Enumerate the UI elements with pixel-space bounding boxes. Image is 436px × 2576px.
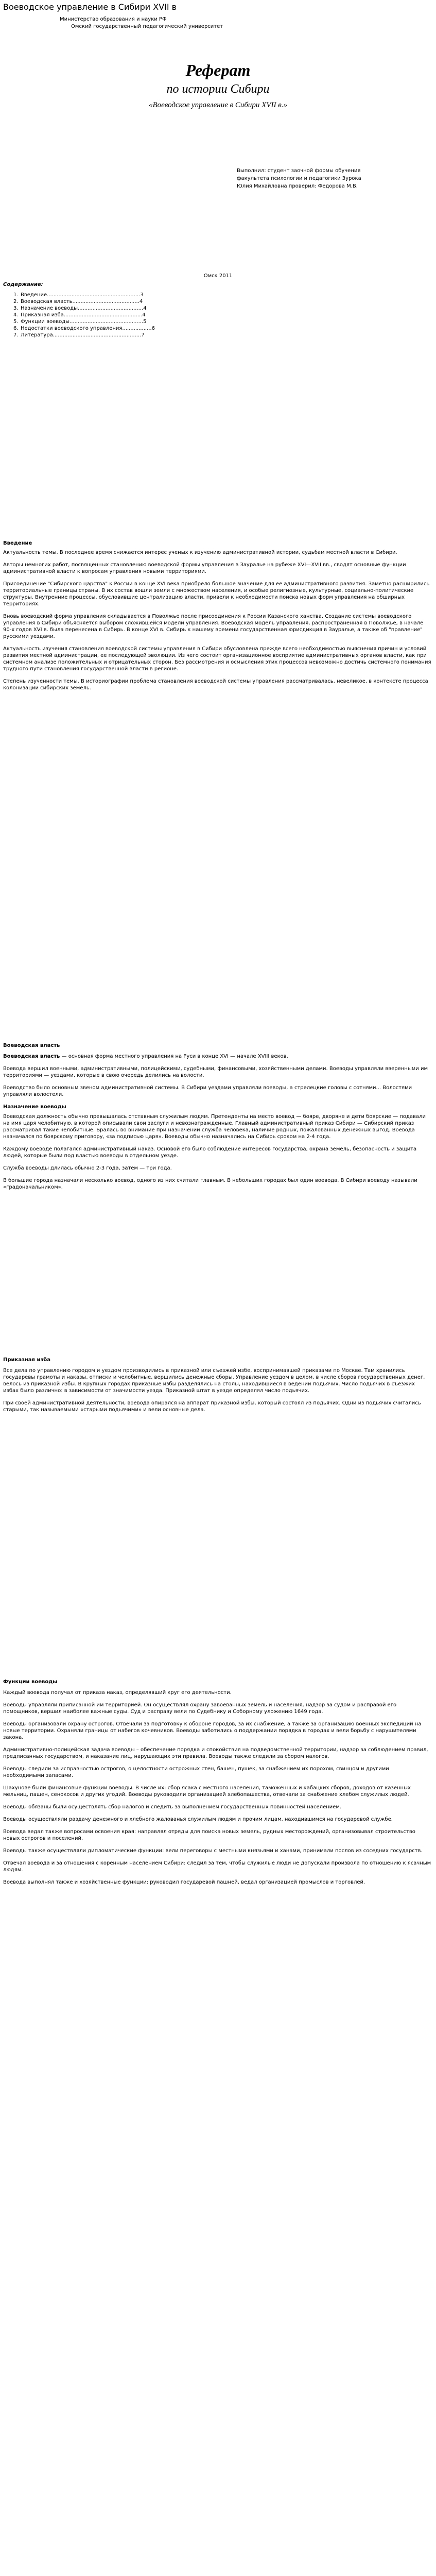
university-line: Омский государственный педагогический университет xyxy=(71,24,223,29)
functions-paragraph: Воеводы следили за исправностью острогов, о целостности острожных стен, башен, пушек, за снабжением их порохом, свинцом и другими необходимыми запасами. xyxy=(3,1766,389,1778)
toc-item[interactable] xyxy=(13,332,155,338)
toc-item[interactable] xyxy=(13,318,155,325)
izba-paragraph: Все дела по управлению городом и уездом производились в приказной или съезжей избе, воспринимавшей приказами по Москве. Там хранились государевы грамоты и наказы, отписки и челобитные, вершились денежные сборы. Управление уездом в целом, в числе сборов государственных денег, велось из приказной избы. В крупных городах приказные избы разделялись на столы, находившиеся в ведении подьячих. Число подьячих в съезжих избах было различно: в зависимости от значимости уезда. Приказной штат в уезде определял число подьячих. xyxy=(3,1368,425,1394)
toc-text: Недостатки воеводского управления..................6 xyxy=(21,326,155,331)
toc-text: Приказная изба................................................4 xyxy=(21,312,146,318)
appointment-paragraph: Служба воеводы длилась обычно 2-3 года, затем — три года. xyxy=(3,1165,172,1171)
functions-paragraph: Воеводы также осуществляли дипломатические функции: вели переговоры с местными князьями и ханами, принимали послов из соседних государств. xyxy=(3,1848,423,1854)
toc-number: 2. xyxy=(13,299,19,304)
functions-section xyxy=(3,1689,431,1891)
toc-number: 1. xyxy=(13,292,19,298)
document-page xyxy=(0,2,436,2576)
essay-subject: по истории Сибири xyxy=(166,82,270,96)
functions-paragraph: Шахунове были финансовые функции воеводы. В числе их: сбор ясака с местного населения, таможенных и кабацких сборов, доходов от казенных мельниц, пашен, сенокосов и других угодий. Воеводы руководили организацией хлебопашества, отвечали за снабжение хлебом служилых людей. xyxy=(3,1785,411,1798)
essay-word: Реферат xyxy=(185,61,251,79)
toc-text: Функции воеводы.............................................5 xyxy=(21,319,147,325)
toc-text: Литература......................................................7 xyxy=(21,332,145,338)
appointment-paragraph: Воеводская должность обычно превышалась отставным служилым людям. Претенденты на место воевод — бояре, дворяне и дети боярские — подавали на имя царя челобитную, в которой описывали свои заслуги и невознагражденные. Главный административный приказ Сибири — Сибирский приказ рассматривал такие челобитные. Бралась во внимание при назначении служба человека, наличие родных, пожалованных денежных выгод. Воевода назначался по боярскому приговору, «за подписью царя». Воеводы обычно назначались на Сибирь сроком на 2-4 года. xyxy=(3,1114,426,1140)
power-paragraph: Воевода вершил военными, административными, полицейскими, судебными, финансовыми, хозяйственными делами. Воеводы управляли вверенными им территориями — уездами, которые в свою очередь делились на волости. xyxy=(3,1066,428,1078)
functions-paragraph: Каждый воевода получал от приказа наказ, определявший круг его деятельности. xyxy=(3,1690,232,1696)
toc-text: Назначение воеводы........................................4 xyxy=(21,306,147,311)
page-title: Воеводское управление в Сибири XVII в xyxy=(3,2,177,12)
functions-paragraph: Воеводы осуществляли раздачу денежного и хлебного жалованья служилым людям и прочим лицам, находившимся на государевой службе. xyxy=(3,1817,393,1822)
author-line: факультета психологии и педагогики 3урока xyxy=(237,176,361,181)
intro-paragraph: Авторы немногих работ, посвященных становлению воеводской формы управления в Зауралье на рубеже XVI—XVII вв., сводят основные функции административной власти к вопросам управления новыми территориями. xyxy=(3,562,406,574)
power-term-rest: — основная форма местного управления на Руси в конце XVI — начале XVIII веков. xyxy=(60,1054,288,1059)
appointment-paragraph: Каждому воеводе полагался административный наказ. Основой его было соблюдение интересов государства, охрана земель, безопасность и защита людей, которые были под властью воеводы в отдельном уезде. xyxy=(3,1146,417,1159)
toc-number: 7. xyxy=(13,332,19,338)
functions-paragraph: Воевода выполнял также и хозяйственные функции: руководил государевой пашней, ведал организацией промыслов и торговлей. xyxy=(3,1879,365,1885)
toc-number: 3. xyxy=(13,306,19,311)
author-line: Выполнил: студент заочной формы обучения xyxy=(237,168,361,174)
functions-paragraph: Административно-полицейская задача воеводы – обеспечение порядка и спокойствия на подведомственной территории, надзор за соблюдением правил, предписанных государством, и наказание лиц, нарушающих эти правила. Воеводы также следили за сбором налогов. xyxy=(3,1747,428,1759)
appointment-paragraph: В большие города назначали несколько воевод, одного из них считали главным. В небольших городах был один воевода. В Сибири воеводу называли «градоначальником». xyxy=(3,1178,417,1190)
power-section xyxy=(3,1053,431,1196)
power-title: Воеводская власть xyxy=(3,1043,60,1048)
izba-title: Приказная изба xyxy=(3,1357,50,1363)
intro-paragraph: Вновь воеводский форма управления складывается в Поволжье после присоединения к России Казанского ханства. Создание системы воеводского управления в Сибири объясняется выбором сложившейся модели управления. Воеводская модель управления, распространенная в Поволжье, в начале 90-х годов XVI в. была перенесена в Сибирь. В конце XVI в. Сибирь к нашему времени государственная юрисдикция в Зауралье, а также об "правление" русскими уездами. xyxy=(3,614,424,639)
toc-item[interactable] xyxy=(13,305,155,312)
author-line: Юлия Михайловна проверил: Федорова М.В. xyxy=(237,183,358,189)
power-term: Воеводская власть xyxy=(3,1054,60,1059)
intro-section xyxy=(3,549,431,697)
functions-paragraph: Воевода ведал также вопросами освоения края: направлял отряды для поиска новых земель, рудных месторождений, организовывал строительство новых острогов и поселений. xyxy=(3,1829,415,1841)
toc-item[interactable] xyxy=(13,325,155,332)
izba-section xyxy=(3,1367,431,1419)
essay-theme: «Воеводское управление в Сибири XVII в.» xyxy=(148,101,287,109)
functions-title: Функции воеводы xyxy=(3,1679,58,1685)
city-year: Омск 2011 xyxy=(203,273,233,279)
table-of-contents xyxy=(13,292,155,338)
toc-text: Воеводская власть.........................................4 xyxy=(21,299,143,304)
appointment-title: Назначение воеводы xyxy=(3,1104,66,1110)
author-block xyxy=(237,167,361,190)
power-definition xyxy=(3,1053,431,1060)
toc-heading: Содержание: xyxy=(3,282,43,287)
intro-title: Введение xyxy=(3,540,32,546)
toc-text: Введение.........................................................3 xyxy=(21,292,144,298)
izba-paragraph: При своей административной деятельности, воевода опирался на аппарат приказной избы, который состоял из подьячих. Одни из подьячих считались старыми, так называемыми «старыми подьячими» и вели основные дела. xyxy=(3,1400,421,1413)
functions-paragraph: Воеводы организовали охрану острогов. Отвечали за подготовку к обороне городов, за их снабжение, а также за организацию военных экспедиций на новые территории. Охраняли границы от набегов кочевников. Воеводы заботились о поддержании порядка в городах и вели борьбу с нарушителями закона. xyxy=(3,1721,422,1740)
toc-item[interactable] xyxy=(13,312,155,318)
toc-number: 4. xyxy=(13,312,19,318)
functions-paragraph: Отвечал воевода и за отношения с коренным населением Сибири: следил за тем, чтобы служилые люди не допускали произвола по отношению к ясачным людям. xyxy=(3,1860,431,1873)
toc-item[interactable] xyxy=(13,298,155,305)
toc-item[interactable] xyxy=(13,292,155,298)
functions-paragraph: Воеводы управляли приписанной им территорией. Он осуществлял охрану завоеванных земель и населения, надзор за судом и расправой его помощников, вершил наиболее важные суды. Суд и расправу вели по Судебнику и Соборному уложению 1649 года. xyxy=(3,1702,397,1715)
functions-paragraph: Воеводы обязаны были осуществлять сбор налогов и следить за выполнением государственных повинностей населением. xyxy=(3,1804,342,1810)
toc-number: 5. xyxy=(13,319,19,325)
ministry-line: Министерство образования и науки РФ xyxy=(60,16,167,22)
toc-number: 6. xyxy=(13,326,19,331)
intro-paragraph: Степень изученности темы. В историографии проблема становления воеводской системы управления рассматривалась, невеликое, в контексте процесса колонизации сибирских земель. xyxy=(3,679,428,691)
essay-heading xyxy=(0,60,436,110)
intro-paragraph: Актуальность темы. В последнее время снижается интерес ученых к изучению административной истории, судьбам местной власти в Сибири. xyxy=(3,550,397,555)
intro-paragraph: Актуальность изучения становления воеводской системы управления в Сибири обусловлена прежде всего необходимостью выяснения причин и условий развития местной администрации, ее последующей эволюции. Из чего состоит организационное восприятие административных органов власти, как при системном анализе положительных и отрицательных сторон. Без рассмотрения и осмысления этих процессов невозможно достичь системного понимания трудного пути становления государственной власти в регионе. xyxy=(3,646,431,672)
intro-paragraph: Присоединение "Сибирского царства" к России в конце XVI века приобрело большое значение для ее административного развития. Заметно расширились территориальные границы страны. В их состав вошли земли с множеством населения, и особые религиозные, культурные, социально-политические структуры. Внутренние процессы, обусловившие централизацию власти, привели к необходимости поиска новых форм управления на обширных территориях. xyxy=(3,581,430,607)
power-paragraph: Воеводство было основным звеном административной системы. В Сибири уездами управляли воеводы, а стрелецкие головы с сотнями... Волостями управляли волостели. xyxy=(3,1085,412,1097)
